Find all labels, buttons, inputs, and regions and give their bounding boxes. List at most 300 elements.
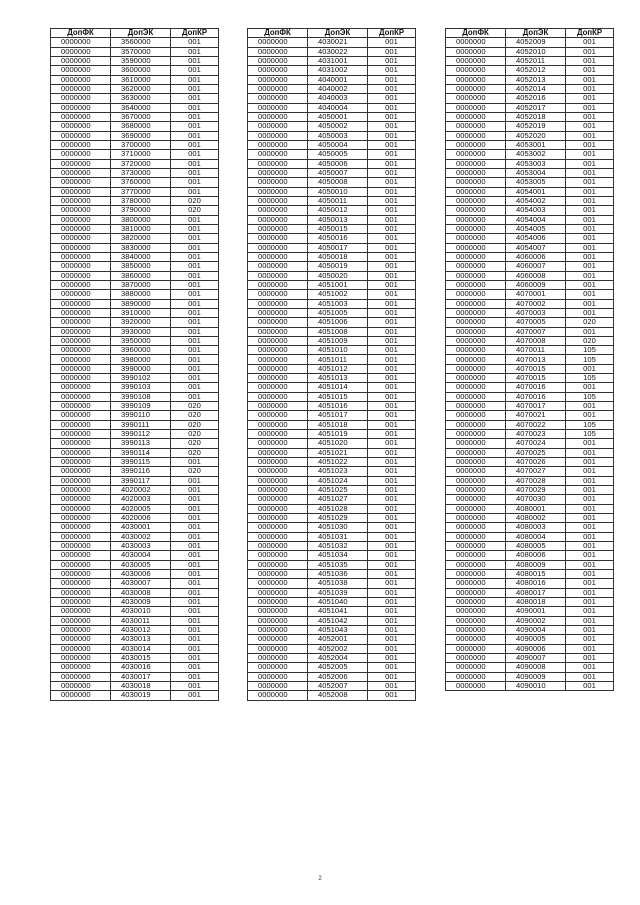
cell-dopek: 3840000 [111,252,171,261]
cell-dopkr: 001 [566,476,614,485]
cell-dopkr: 001 [171,271,219,280]
cell-dopfk: 0000000 [446,560,506,569]
cell-dopek: 4051008 [308,327,368,336]
cell-dopfk: 0000000 [51,691,111,700]
cell-dopfk: 0000000 [446,616,506,625]
cell-dopfk: 0000000 [446,607,506,616]
cell-dopfk: 0000000 [248,504,308,513]
cell-dopfk: 0000000 [446,38,506,47]
cell-dopfk: 0000000 [248,327,308,336]
cell-dopkr: 001 [171,458,219,467]
cell-dopkr: 001 [171,653,219,662]
table-row [248,644,416,653]
cell-dopkr: 001 [171,280,219,289]
cell-dopkr: 001 [368,112,416,121]
cell-dopfk: 0000000 [51,168,111,177]
cell-dopek: 4070026 [506,458,566,467]
cell-dopkr: 001 [171,215,219,224]
cell-dopek: 4040001 [308,75,368,84]
cell-dopkr: 001 [566,532,614,541]
cell-dopfk: 0000000 [446,663,506,672]
table-row [446,607,614,616]
cell-dopkr: 001 [368,486,416,495]
cell-dopkr: 020 [171,402,219,411]
cell-dopkr: 001 [171,187,219,196]
cell-dopkr: 001 [368,514,416,523]
cell-dopkr: 001 [368,150,416,159]
cell-dopek: 4051021 [308,448,368,457]
cell-dopek: 4054002 [506,196,566,205]
cell-dopek: 4050004 [308,140,368,149]
table-row [446,458,614,467]
cell-dopfk: 0000000 [51,607,111,616]
cell-dopfk: 0000000 [446,644,506,653]
table-row [248,448,416,457]
cell-dopfk: 0000000 [248,234,308,243]
table-row [446,523,614,532]
cell-dopek: 4054007 [506,243,566,252]
cell-dopek: 4051012 [308,364,368,373]
cell-dopkr: 001 [566,672,614,681]
cell-dopfk: 0000000 [446,299,506,308]
cell-dopfk: 0000000 [51,75,111,84]
table-row [248,280,416,289]
cell-dopkr: 001 [566,626,614,635]
cell-dopek: 4070007 [506,327,566,336]
cell-dopek: 3590000 [111,56,171,65]
table-row [248,122,416,131]
table-row [51,467,219,476]
cell-dopek: 4050003 [308,131,368,140]
table-row [446,215,614,224]
cell-dopkr: 001 [566,84,614,93]
cell-dopfk: 0000000 [51,579,111,588]
table-row [446,411,614,420]
cell-dopfk: 0000000 [51,626,111,635]
cell-dopkr: 020 [171,448,219,457]
cell-dopek: 4040002 [308,84,368,93]
cell-dopkr: 001 [171,392,219,401]
cell-dopkr: 001 [566,196,614,205]
cell-dopek: 4050005 [308,150,368,159]
cell-dopek: 4090008 [506,663,566,672]
cell-dopek: 3680000 [111,122,171,131]
table-row [446,318,614,327]
cell-dopkr: 001 [566,598,614,607]
cell-dopfk: 0000000 [51,252,111,261]
table-row [51,299,219,308]
table-row [446,672,614,681]
cell-dopkr: 001 [171,318,219,327]
cell-dopfk: 0000000 [51,215,111,224]
cell-dopek: 4080017 [506,588,566,597]
table-row [51,663,219,672]
table-row [446,635,614,644]
cell-dopfk: 0000000 [446,318,506,327]
cell-dopek: 4070023 [506,430,566,439]
table-row [446,653,614,662]
cell-dopkr: 001 [171,514,219,523]
cell-dopfk: 0000000 [446,364,506,373]
cell-dopfk: 0000000 [51,150,111,159]
cell-dopfk: 0000000 [446,56,506,65]
cell-dopkr: 001 [171,346,219,355]
table-row [51,112,219,121]
table-row [248,532,416,541]
cell-dopek: 3990112 [111,430,171,439]
cell-dopfk: 0000000 [248,299,308,308]
table-row [248,476,416,485]
cell-dopkr: 001 [566,38,614,47]
table-row [51,560,219,569]
cell-dopfk: 0000000 [51,458,111,467]
cell-dopfk: 0000000 [248,598,308,607]
cell-dopek: 4030001 [111,523,171,532]
cell-dopkr: 001 [368,94,416,103]
table-row [248,430,416,439]
table-row [248,168,416,177]
cell-dopfk: 0000000 [51,346,111,355]
cell-dopfk: 0000000 [446,112,506,121]
cell-dopek: 4070028 [506,476,566,485]
table-row [446,94,614,103]
cell-dopkr: 001 [171,308,219,317]
cell-dopek: 3600000 [111,66,171,75]
cell-dopfk: 0000000 [51,140,111,149]
cell-dopek: 4070015 [506,374,566,383]
cell-dopkr: 020 [171,467,219,476]
cell-dopfk: 0000000 [446,504,506,513]
cell-dopkr: 001 [368,653,416,662]
table-row [446,374,614,383]
cell-dopkr: 001 [566,112,614,121]
cell-dopfk: 0000000 [446,392,506,401]
table-row [51,476,219,485]
cell-dopfk: 0000000 [51,374,111,383]
table-row [248,355,416,364]
cell-dopkr: 001 [368,635,416,644]
table-row [51,579,219,588]
table-row [51,243,219,252]
cell-dopfk: 0000000 [248,355,308,364]
table-row [248,290,416,299]
cell-dopkr: 001 [368,458,416,467]
cell-dopek: 4050019 [308,262,368,271]
cell-dopkr: 001 [566,579,614,588]
cell-dopek: 3780000 [111,196,171,205]
cell-dopfk: 0000000 [248,336,308,345]
cell-dopkr: 001 [171,131,219,140]
cell-dopfk: 0000000 [446,103,506,112]
cell-dopek: 4070008 [506,336,566,345]
cell-dopek: 3930000 [111,327,171,336]
cell-dopkr: 001 [171,243,219,252]
table-row [248,140,416,149]
table-row [51,56,219,65]
cell-dopek: 4090010 [506,681,566,690]
cell-dopek: 4080018 [506,598,566,607]
table-row [446,560,614,569]
cell-dopkr: 001 [566,131,614,140]
cell-dopkr: 020 [566,318,614,327]
cell-dopfk: 0000000 [248,430,308,439]
cell-dopfk: 0000000 [248,653,308,662]
code-table-2 [247,28,416,701]
cell-dopkr: 001 [171,290,219,299]
cell-dopfk: 0000000 [248,215,308,224]
cell-dopek: 4051038 [308,579,368,588]
table-row [248,486,416,495]
cell-dopkr: 001 [368,131,416,140]
cell-dopek: 4051013 [308,374,368,383]
cell-dopek: 4060007 [506,262,566,271]
table-row [248,672,416,681]
cell-dopek: 4080015 [506,570,566,579]
cell-dopkr: 001 [171,327,219,336]
cell-dopfk: 0000000 [51,196,111,205]
table-row [248,411,416,420]
table-row [248,252,416,261]
table-row [248,234,416,243]
cell-dopkr: 001 [566,486,614,495]
table-row [51,542,219,551]
cell-dopek: 4052008 [308,691,368,700]
cell-dopfk: 0000000 [248,523,308,532]
cell-dopkr: 001 [171,681,219,690]
cell-dopfk: 0000000 [248,542,308,551]
cell-dopek: 4052019 [506,122,566,131]
cell-dopkr: 001 [368,616,416,625]
cell-dopfk: 0000000 [51,644,111,653]
cell-dopkr: 001 [368,663,416,672]
cell-dopfk: 0000000 [248,458,308,467]
cell-dopkr: 020 [171,411,219,420]
cell-dopfk: 0000000 [446,94,506,103]
cell-dopkr: 001 [171,38,219,47]
cell-dopkr: 001 [368,588,416,597]
cell-dopek: 4052018 [506,112,566,121]
table-row [51,495,219,504]
cell-dopek: 3990113 [111,439,171,448]
cell-dopfk: 0000000 [248,411,308,420]
header-dopkr: ДопКР [566,29,614,38]
table-row [51,504,219,513]
table-row [51,94,219,103]
cell-dopkr: 001 [368,439,416,448]
table-row [248,215,416,224]
table-row [248,196,416,205]
cell-dopek: 4070013 [506,355,566,364]
table-row [446,598,614,607]
cell-dopfk: 0000000 [446,150,506,159]
code-table-3 [445,28,614,691]
cell-dopek: 3560000 [111,38,171,47]
table-row [51,392,219,401]
cell-dopfk: 0000000 [446,467,506,476]
cell-dopkr: 001 [566,523,614,532]
cell-dopek: 4050016 [308,234,368,243]
header-dopfk: ДопФК [51,29,111,38]
cell-dopek: 3770000 [111,187,171,196]
cell-dopfk: 0000000 [248,588,308,597]
table-row [51,588,219,597]
cell-dopek: 4080003 [506,523,566,532]
table-row [248,420,416,429]
cell-dopek: 4060008 [506,271,566,280]
cell-dopfk: 0000000 [446,430,506,439]
cell-dopfk: 0000000 [446,383,506,392]
cell-dopkr: 001 [171,262,219,271]
cell-dopek: 4030015 [111,653,171,662]
cell-dopek: 4050008 [308,178,368,187]
cell-dopkr: 001 [368,168,416,177]
cell-dopek: 4070025 [506,448,566,457]
cell-dopfk: 0000000 [248,75,308,84]
cell-dopfk: 0000000 [51,112,111,121]
cell-dopkr: 001 [566,159,614,168]
table-row [446,383,614,392]
table-row [446,196,614,205]
cell-dopek: 3990117 [111,476,171,485]
cell-dopfk: 0000000 [248,308,308,317]
cell-dopfk: 0000000 [248,486,308,495]
table-row [446,122,614,131]
cell-dopek: 4090004 [506,626,566,635]
cell-dopek: 4053003 [506,159,566,168]
table-row [248,514,416,523]
cell-dopfk: 0000000 [51,131,111,140]
header-dopfk: ДопФК [446,29,506,38]
cell-dopkr: 001 [171,486,219,495]
table-row [51,159,219,168]
cell-dopkr: 001 [368,681,416,690]
cell-dopkr: 001 [171,112,219,121]
cell-dopfk: 0000000 [51,56,111,65]
cell-dopkr: 001 [566,560,614,569]
cell-dopfk: 0000000 [446,588,506,597]
cell-dopfk: 0000000 [248,346,308,355]
cell-dopek: 4050011 [308,196,368,205]
table-row [51,448,219,457]
cell-dopfk: 0000000 [446,570,506,579]
cell-dopek: 4052016 [506,94,566,103]
table-row [51,598,219,607]
table-row [446,588,614,597]
page-number: 2 [318,876,322,882]
cell-dopkr: 001 [566,467,614,476]
cell-dopek: 3990109 [111,402,171,411]
cell-dopfk: 0000000 [51,290,111,299]
cell-dopkr: 001 [368,448,416,457]
cell-dopfk: 0000000 [446,411,506,420]
cell-dopkr: 001 [566,635,614,644]
cell-dopfk: 0000000 [248,392,308,401]
cell-dopek: 4051031 [308,532,368,541]
cell-dopfk: 0000000 [248,196,308,205]
cell-dopfk: 0000000 [248,66,308,75]
cell-dopek: 3790000 [111,206,171,215]
cell-dopek: 4051020 [308,439,368,448]
cell-dopek: 4030002 [111,532,171,541]
cell-dopfk: 0000000 [51,336,111,345]
table-row [446,159,614,168]
cell-dopkr: 001 [171,551,219,560]
cell-dopek: 4053005 [506,178,566,187]
cell-dopkr: 001 [566,290,614,299]
cell-dopek: 3620000 [111,84,171,93]
cell-dopkr: 001 [368,47,416,56]
table-row [248,318,416,327]
cell-dopek: 4052011 [506,56,566,65]
cell-dopfk: 0000000 [446,355,506,364]
cell-dopek: 4051034 [308,551,368,560]
cell-dopkr: 001 [566,551,614,560]
cell-dopek: 4060009 [506,280,566,289]
cell-dopkr: 001 [171,374,219,383]
table-row [248,392,416,401]
cell-dopek: 3670000 [111,112,171,121]
table-row [248,56,416,65]
cell-dopkr: 001 [368,140,416,149]
cell-dopek: 3810000 [111,224,171,233]
cell-dopkr: 001 [171,94,219,103]
cell-dopek: 4051019 [308,430,368,439]
table-row [248,691,416,700]
cell-dopfk: 0000000 [248,38,308,47]
cell-dopkr: 001 [171,607,219,616]
cell-dopfk: 0000000 [51,588,111,597]
table-row [51,374,219,383]
table-row [446,551,614,560]
table-row [51,150,219,159]
cell-dopfk: 0000000 [248,103,308,112]
table-row [51,626,219,635]
cell-dopek: 4052005 [308,663,368,672]
cell-dopek: 4051035 [308,560,368,569]
table-row [248,187,416,196]
cell-dopkr: 020 [171,196,219,205]
cell-dopkr: 001 [171,635,219,644]
cell-dopek: 3860000 [111,271,171,280]
cell-dopfk: 0000000 [51,486,111,495]
cell-dopfk: 0000000 [51,402,111,411]
cell-dopek: 4030017 [111,672,171,681]
cell-dopek: 3990115 [111,458,171,467]
cell-dopkr: 001 [171,588,219,597]
cell-dopfk: 0000000 [51,84,111,93]
table-row [248,663,416,672]
cell-dopek: 3980000 [111,355,171,364]
cell-dopkr: 001 [171,168,219,177]
cell-dopfk: 0000000 [446,243,506,252]
cell-dopkr: 001 [566,234,614,243]
table-row [51,336,219,345]
cell-dopek: 4050006 [308,159,368,168]
cell-dopkr: 001 [368,56,416,65]
cell-dopfk: 0000000 [51,271,111,280]
cell-dopek: 4080009 [506,560,566,569]
cell-dopek: 3850000 [111,262,171,271]
table-row [446,439,614,448]
cell-dopfk: 0000000 [51,327,111,336]
cell-dopek: 4030005 [111,560,171,569]
table-row [248,75,416,84]
cell-dopkr: 001 [368,523,416,532]
header-dopkr: ДопКР [171,29,219,38]
cell-dopek: 4054004 [506,215,566,224]
cell-dopek: 4040003 [308,94,368,103]
table-row [446,206,614,215]
